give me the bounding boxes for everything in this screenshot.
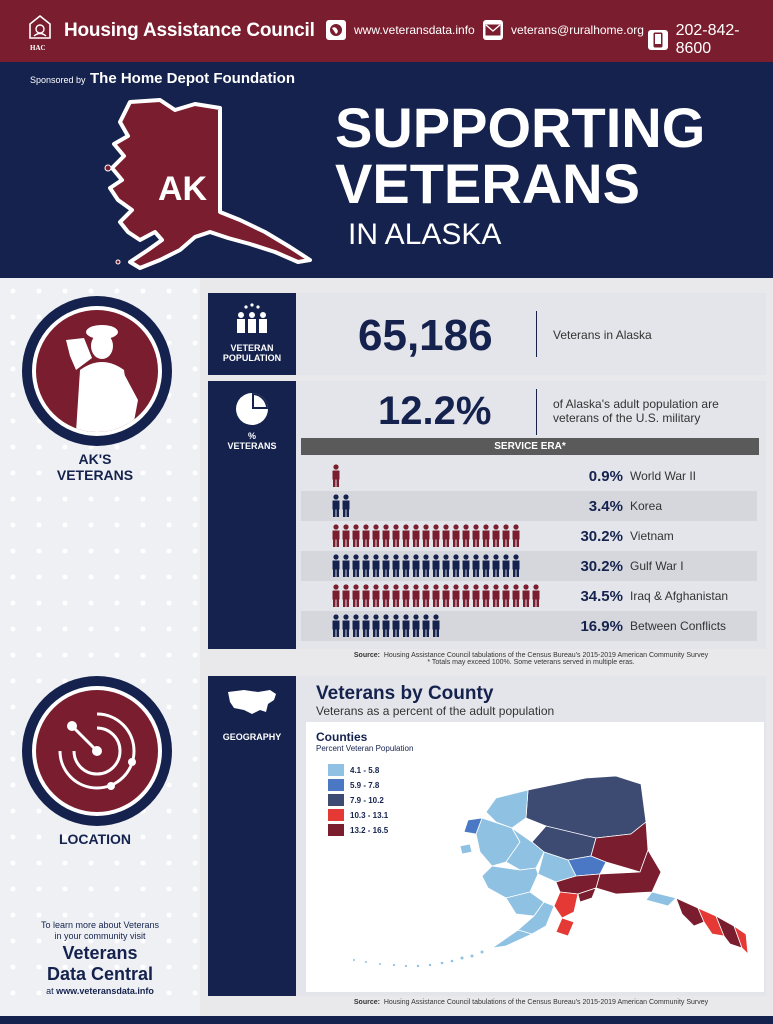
location-badge [22,676,172,826]
badge-label-line-1: AK'S [78,451,112,467]
top-bar [0,0,773,62]
era-percent: 34.5% [580,588,623,605]
population-value: 65,186 [358,311,493,360]
person-icon [483,584,490,607]
person-icon [333,614,340,637]
legend-label: 5.9 - 7.8 [350,780,380,790]
person-icon [413,524,420,547]
legend-title: Counties [316,730,368,744]
person-icon [373,524,380,547]
person-icons [331,494,353,518]
person-icons [331,584,543,608]
source-label: Source: [353,652,380,659]
era-name: Between Conflicts [630,619,727,633]
era-percent: 16.9% [580,618,623,635]
globe-icon [326,20,346,40]
population-tab-line-1: VETERAN [230,343,274,353]
person-icons [331,614,443,638]
person-icon [383,584,390,607]
person-icon [433,524,440,547]
person-icon [343,554,350,577]
veterans-badge-label [0,451,190,483]
title-line-2: VETERANS [335,152,640,215]
radar-location-icon [36,690,158,812]
hac-logo-text: HAC [30,44,46,52]
person-icon [423,584,430,607]
percent-divider [536,389,537,435]
person-icon [393,554,400,577]
person-icon [473,554,480,577]
person-icon [523,584,530,607]
person-icon [513,554,520,577]
website-link[interactable] [326,20,475,40]
promo-line-2: in your community visit [54,931,146,941]
service-era-row [301,521,757,551]
mail-icon [483,20,503,40]
percent-tab-line-2: VETERANS [227,441,277,451]
person-icon [453,554,460,577]
promo-url[interactable]: www.veteransdata.info [56,986,154,996]
person-icon [503,524,510,547]
person-icon [413,554,420,577]
us-map-icon [224,684,280,720]
saluting-soldier-icon [36,310,158,432]
era-percent: 30.2% [580,558,623,575]
person-icon [373,614,380,637]
location-badge-label: LOCATION [58,831,132,847]
county-st-lawrence [460,844,472,854]
phone-text: 202-842-8600 [675,22,740,57]
person-icon [503,584,510,607]
person-icon [343,584,350,607]
era-name: World War II [630,469,697,483]
service-era-row [301,461,757,491]
era-percent: 3.4% [588,498,623,515]
county-map [306,722,764,992]
person-icon [393,614,400,637]
person-icon [533,584,540,607]
person-icon [423,554,430,577]
veteran-badge [22,296,172,446]
percent-veterans-tab [208,381,296,649]
person-icon [333,554,340,577]
promo-block [10,920,190,996]
era-name: Vietnam [630,529,674,543]
legend-subtitle: Percent Veteran Population [316,744,414,753]
promo-at: at [46,986,54,996]
person-icon [403,614,410,637]
person-icon [443,554,450,577]
person-icon [383,524,390,547]
person-icon [433,554,440,577]
website-text: www.veteransdata.info [354,23,475,37]
legend-label: 10.3 - 13.1 [350,810,389,820]
promo-title-1: Veterans [62,943,138,963]
people-group-icon [232,301,272,341]
person-icon [413,614,420,637]
person-icon [363,554,370,577]
population-tab-line-2: POPULATION [222,353,282,363]
population-desc: Veterans in Alaska [553,328,652,342]
person-icons [331,524,523,548]
veteran-population-panel [296,293,766,375]
person-icon [333,584,340,607]
person-icon [483,524,490,547]
person-icon [433,614,440,637]
service-era-row [301,581,757,611]
geo-source-text: Housing Assistance Council tabulations of the Census Bureau's 2015-2019 American Community Survey [383,999,709,1006]
service-era-row [301,551,757,581]
person-icon [453,524,460,547]
person-icon [433,584,440,607]
person-icon [343,614,350,637]
person-icon [363,524,370,547]
person-icon [333,494,340,517]
person-icon [423,614,430,637]
person-icon [353,614,360,637]
person-icon [413,584,420,607]
person-icon [513,584,520,607]
person-icon [423,524,430,547]
org-name: Housing Assistance Council [64,20,315,41]
person-icon [383,554,390,577]
promo-url-row[interactable] [10,986,190,996]
phone-link[interactable] [648,22,773,58]
person-icon [373,584,380,607]
legend-label: 7.9 - 10.2 [350,795,384,805]
person-icon [493,524,500,547]
person-icon [493,554,500,577]
county-yakutat [646,892,676,906]
population-divider [536,311,537,357]
county-kenai [554,892,578,918]
person-icon [393,524,400,547]
person-icon [483,554,490,577]
geography-source [296,999,766,1006]
person-icons [331,554,523,578]
geo-source-label: Source: [353,999,380,1006]
source-text: Housing Assistance Council tabulations of the Census Bureau's 2015-2019 American Community Survey [383,652,709,659]
sponsor-prefix: Sponsored by [30,75,86,85]
county-aleutians-east [492,930,532,948]
legend-label: 4.1 - 5.8 [350,765,380,775]
person-icon [353,524,360,547]
person-icon [503,554,510,577]
person-icon [403,584,410,607]
person-icon [333,524,340,547]
title-line-3: IN ALASKA [348,218,502,251]
person-icon [403,554,410,577]
percent-desc: of Alaska's adult population are veterans of the U.S. military [553,397,719,425]
person-icon [443,524,450,547]
service-era-header: SERVICE ERA* [301,438,759,455]
percent-tab-line-1: % [247,431,256,441]
person-icon [463,554,470,577]
person-icon [463,524,470,547]
era-percent: 0.9% [588,468,623,485]
person-icon [353,554,360,577]
sponsor-name: The Home Depot Foundation [90,70,295,87]
era-name: Iraq & Afghanistan [630,589,729,603]
title-line-1: SUPPORTING [335,96,706,159]
bottom-bar [0,1016,773,1024]
person-icon [403,524,410,547]
email-link[interactable] [483,20,644,40]
person-icon [513,524,520,547]
person-icon [453,584,460,607]
service-era-row [301,611,757,641]
email-text: veterans@ruralhome.org [511,23,644,37]
person-icon [333,464,340,487]
pie-chart-icon [232,389,272,429]
legend-label: 13.2 - 16.5 [350,825,389,835]
era-percent: 30.2% [580,528,623,545]
county-kodiak [556,918,574,936]
service-era-source [296,652,766,666]
era-name: Gulf War I [630,559,684,573]
geography-tab-label: GEOGRAPHY [222,732,282,742]
person-icon [353,584,360,607]
phone-icon [648,30,668,50]
geography-title: Veterans by County [316,683,494,704]
era-name: Korea [630,499,663,513]
person-icon [363,614,370,637]
promo-line-1: To learn more about Veterans [40,920,160,930]
service-era-row [301,491,757,521]
geography-tab [208,676,296,996]
alaska-county-map [306,722,764,992]
state-abbr: AK [158,170,208,208]
person-icon [463,584,470,607]
person-icon [343,494,350,517]
person-icon [373,554,380,577]
alaska-map-icon [100,92,315,272]
service-era-footnote: * Totals may exceed 100%. Some veterans served in multiple eras. [427,659,635,666]
person-icons [331,464,343,488]
person-icon [493,584,500,607]
aleutian-islands [353,951,484,968]
person-icon [443,584,450,607]
person-icon [473,584,480,607]
geography-subtitle: Veterans as a percent of the adult population [316,704,555,718]
person-icon [343,524,350,547]
veteran-population-tab [208,293,296,375]
person-icon [393,584,400,607]
person-icon [473,524,480,547]
hero-banner [0,62,773,278]
promo-title-2: Data Central [46,964,154,984]
percent-value: 12.2% [378,389,492,433]
person-icon [363,584,370,607]
badge-label-line-2: VETERANS [56,467,134,483]
person-icon [383,614,390,637]
